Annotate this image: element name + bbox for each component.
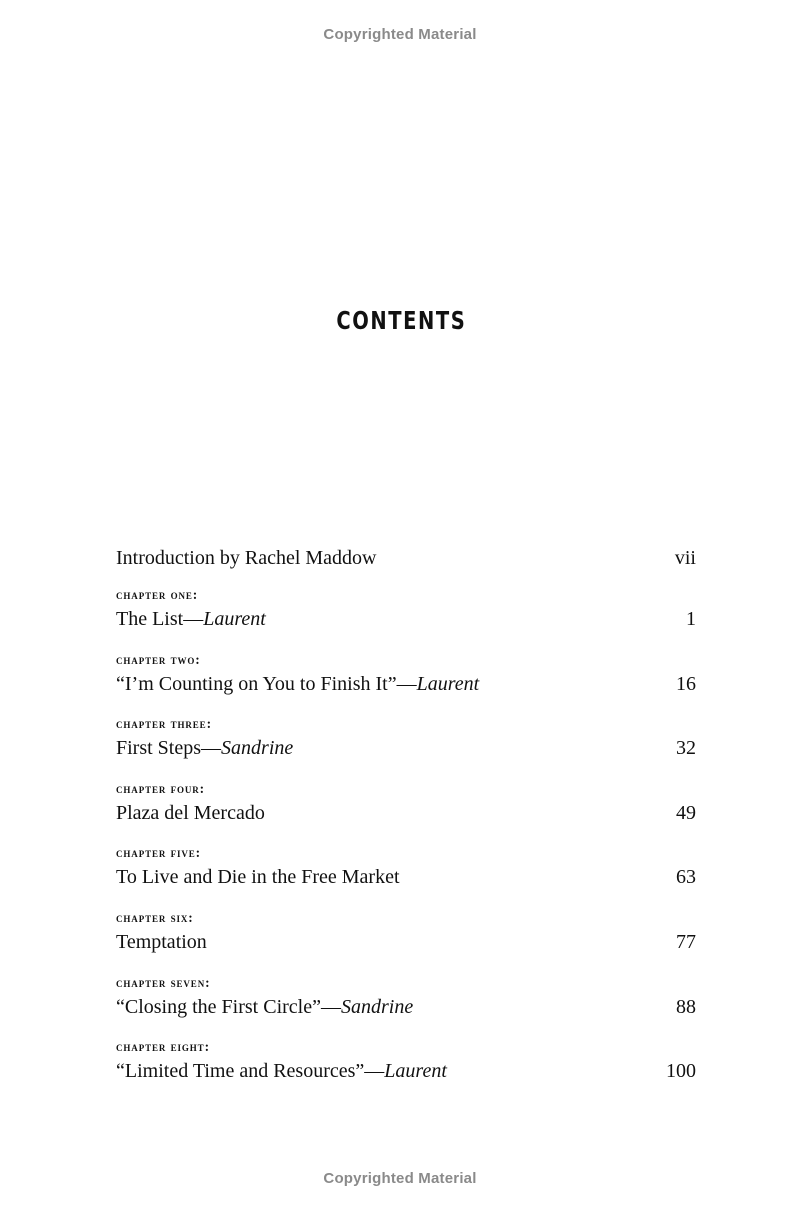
toc-entry-chapter-five[interactable] xyxy=(116,845,698,910)
chapter-title: To Live and Die in the Free Market xyxy=(116,866,400,889)
contents-heading: CONTENTS xyxy=(336,306,467,335)
chapter-title: The List—Laurent xyxy=(116,608,266,630)
toc-entry-chapter-four[interactable] xyxy=(116,781,698,846)
chapter-title: First Steps—Sandrine xyxy=(116,737,294,760)
chapter-title: “I’m Counting on You to Finish It”—Laurent xyxy=(116,672,480,695)
chapter-title: “Limited Time and Resources”—Laurent xyxy=(116,1060,447,1083)
toc-entry-chapter-eight[interactable] xyxy=(116,1039,698,1104)
chapter-page-number: 1 xyxy=(686,608,696,630)
chapter-label: chapter eight: xyxy=(116,1039,210,1055)
chapter-label: chapter one: xyxy=(116,587,199,602)
chapter-label: chapter two: xyxy=(116,651,201,667)
introduction-page-number: vii xyxy=(674,547,696,569)
chapter-page-number: 88 xyxy=(676,995,696,1018)
chapter-label: chapter five: xyxy=(116,845,202,861)
toc-entry-chapter-seven[interactable] xyxy=(116,975,698,1040)
chapter-label: chapter seven: xyxy=(116,974,211,990)
chapter-title: Plaza del Mercado xyxy=(116,801,265,824)
header-copyright-notice: Copyrighted Material xyxy=(323,26,477,43)
chapter-title: Temptation xyxy=(116,930,207,953)
chapter-page-number: 16 xyxy=(676,672,696,695)
chapter-page-number: 49 xyxy=(676,801,696,824)
toc-entry-chapter-three[interactable] xyxy=(116,716,698,781)
chapter-narrator: Sandrine xyxy=(221,737,294,760)
chapter-label: chapter six: xyxy=(116,909,194,925)
chapter-title: “Closing the First Circle”—Sandrine xyxy=(116,995,414,1018)
toc-entry-chapter-two[interactable] xyxy=(116,652,698,717)
chapter-narrator: Sandrine xyxy=(340,995,414,1018)
footer-copyright-notice: Copyrighted Material xyxy=(323,1170,477,1187)
toc-entry-introduction[interactable] xyxy=(116,544,698,572)
introduction-title: Introduction by Rachel Maddow xyxy=(116,547,377,569)
chapter-page-number: 77 xyxy=(676,930,696,953)
toc-entry-chapter-six[interactable] xyxy=(116,910,698,975)
chapter-page-number: 100 xyxy=(666,1060,696,1083)
chapter-page-number: 63 xyxy=(676,866,696,889)
chapter-page-number: 32 xyxy=(676,737,696,760)
chapter-narrator: Laurent xyxy=(203,608,266,630)
chapter-narrator: Laurent xyxy=(384,1060,447,1083)
chapter-label: chapter four: xyxy=(116,780,206,796)
table-of-contents xyxy=(116,544,698,1104)
chapter-narrator: Laurent xyxy=(416,672,480,695)
chapter-label: chapter three: xyxy=(116,716,212,732)
toc-entry-chapter-one[interactable] xyxy=(116,587,698,652)
